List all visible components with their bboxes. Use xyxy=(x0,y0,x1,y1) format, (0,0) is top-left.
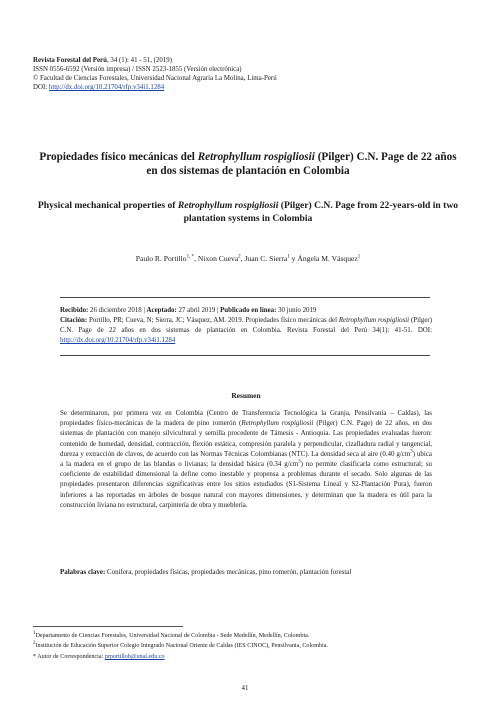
author-3-affiliation: 1 xyxy=(287,254,290,260)
footnote-corresponding xyxy=(33,652,463,662)
footnote-1 xyxy=(33,631,463,641)
journal-copyright: © Facultad de Ciencias Forestales, Universidad Nacional Agraria La Molina, Lima-Perú xyxy=(33,75,277,83)
unit-superscript: 3 xyxy=(298,459,301,465)
citation xyxy=(60,316,432,346)
citation-doi-link[interactable]: http://dx.doi.org/10.21704/rfp.v34i1.1284 xyxy=(60,337,176,344)
journal-citation-line xyxy=(33,56,463,65)
keywords xyxy=(60,567,432,577)
article-title-en xyxy=(33,199,463,225)
citation-text-2: (Pilger) C.N. Page de 22 años en dos sistemas de plantación en Colombia. Revista Forestal del Perú 34(1): 41-51. DOI: xyxy=(60,317,432,334)
corresponding-email-link[interactable]: prportillob@unal.edu.co xyxy=(104,653,165,660)
keywords-text: Conífera, propiedades físicas, propiedades mecánicas, pino romerón, plantación forestal xyxy=(105,568,352,576)
corresponding-label: * Autor de Correspondencia: xyxy=(33,653,105,660)
title-es-species: Retrophyllum rospigliosii xyxy=(197,151,315,163)
title-es-part2: (Pilger) C.N. Page de 22 años en dos sistemas de plantación en Colombia xyxy=(146,151,457,177)
received-date: 26 diciembre 2018 | xyxy=(88,307,147,314)
published-date: 30 junio 2019 xyxy=(276,307,317,314)
footnote-2-marker: 2 xyxy=(33,641,36,647)
footnote-2-text: Institución de Educación Superior Colegio Integrado Nacional Oriente de Caldas (IES CINOC), Pensilvania, Colombia. xyxy=(35,643,328,650)
title-en-part1: Physical mechanical properties of xyxy=(37,200,178,211)
accepted-date: 27 abril 2019 | xyxy=(176,307,221,314)
footnote-2 xyxy=(33,641,463,651)
top-divider xyxy=(60,297,430,298)
author-2-affiliation: 2 xyxy=(238,254,241,260)
journal-header xyxy=(33,56,463,92)
author-1-affiliation: 1, * xyxy=(186,254,195,260)
journal-name: Revista Forestal del Perú xyxy=(33,57,107,64)
abstract-text-1: Se determinaron, por primera vez en Colombia (Centro de Transferencia Tecnológica la Granja, Pensilvania – Caldas), las propiedades físico-mecánicas de la madera de pino romerón ( xyxy=(60,409,432,428)
keywords-label: Palabras clave: xyxy=(60,568,106,576)
article-title-es xyxy=(33,150,463,178)
citation-label: Citación: xyxy=(60,317,88,324)
journal-issn: ISSN 0556-6592 (Versión impresa) / ISSN 2523-1855 (Versión electrónica) xyxy=(33,66,242,74)
abstract-text-4: ) no permite clasificarla como estructural; su coeficiente de estabilidad dimensional la define como inestable y propensa a problemas durante el secado. Solo algunas de las propiedades presentaron diferencias significativas entre los sitios estudiados (S1-Sistema Lineal y S2-Plantación Pura), fueron inferiores a las reportadas en árboles de bosque natural con mayores dimensiones, y determinan que la madera es útil para la construcción liviana no estructural, carpintería de obra y mueblería. xyxy=(60,460,432,509)
author-4-affiliation: 1 xyxy=(357,254,361,260)
citation-species: Retrophyllum rospigliosii xyxy=(338,317,410,324)
author-4: y Ángela M. Vásquez xyxy=(289,254,358,263)
footnote-1-marker: 1 xyxy=(33,630,36,636)
author-3: , Juan C. Sierra xyxy=(240,254,288,263)
bottom-divider xyxy=(60,355,430,356)
publication-dates xyxy=(60,306,432,316)
abstract-heading: Resumen xyxy=(231,391,261,400)
journal-doi-line xyxy=(33,83,463,92)
abstract-species: Retrophyllum rospigliosii xyxy=(241,419,314,428)
author-2: , Nixon Cueva xyxy=(194,254,239,263)
footnotes xyxy=(33,631,463,662)
abstract-body xyxy=(60,408,432,510)
title-en-species: Retrophyllum rospigliosii xyxy=(177,200,279,211)
abstract-text-3: ) ubica a la madera en el grupo de las blandas o livianas; la densidad básica (0.34 g/cm xyxy=(60,449,432,469)
published-label: Publicado en línea: xyxy=(220,307,277,314)
footnote-1-text: Departamento de Ciencias Forestales, Universidad Nacional de Colombia - Sede Medellín, Medellín, Colombia. xyxy=(35,633,310,639)
title-es-part1: Propiedades físico mecánicas del xyxy=(39,151,198,163)
citation-text-1: Portillo, PR; Cueva, N; Sierra, JC; Vásquez, AM. 2019. Propiedades físico mecánicas del xyxy=(87,317,339,324)
title-en-part2: (Pilger) C.N. Page from 22-years-old in two plantation systems in Colombia xyxy=(183,200,459,224)
author-1: Paulo R. Portillo xyxy=(135,254,187,263)
abstract-text-2: (Pilger) C.N. Page) de 22 años, en dos sistemas de plantación con manejo silvicultural y semilla procedente de Támesis - Antioquia. Las propiedades evaluadas fueron: contenido de humedad, densidad, contracción, flexión estática, compresión paralela y perpendicular, cizalladura radial y tangencial, dureza y extracción de clavos, de acuerdo con las Normas Técnicas Colombianas (NTC). La densidad seca al aire (0.40 g/cm xyxy=(60,419,433,458)
unit-superscript: 3 xyxy=(410,449,413,455)
page-number: 41 xyxy=(241,684,249,692)
author-list xyxy=(33,254,463,264)
publication-info xyxy=(60,306,432,346)
doi-link[interactable]: http://dx.doi.org/10.21704/rfp.v34i1.1284 xyxy=(48,84,165,92)
doi-label: DOI: xyxy=(33,84,49,92)
accepted-label: Aceptado: xyxy=(146,307,177,314)
received-label: Recibido: xyxy=(60,307,89,314)
journal-volume: , 34 (1): 41 - 51, (2019) xyxy=(106,57,173,64)
footnote-divider xyxy=(33,626,183,627)
